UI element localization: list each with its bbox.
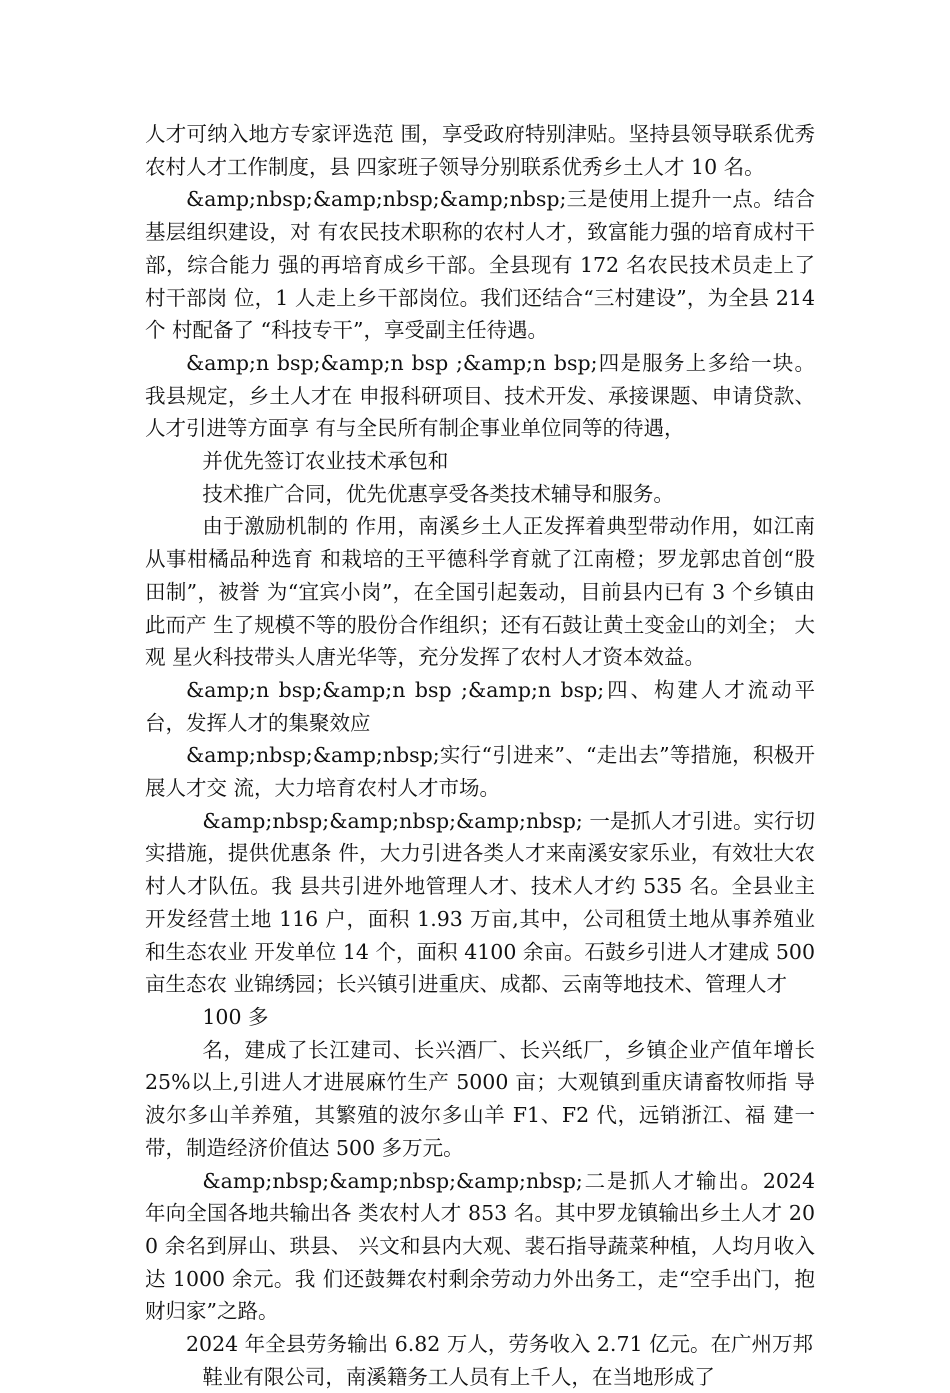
paragraph: 技术推广合同，优先优惠享受各类技术辅导和服务。 — [202, 481, 674, 506]
paragraph: 名，建成了长江建司、长兴酒厂、长兴纸厂，乡镇企业产值年增长 25%以上,引进人才进展麻竹生产 5000 亩；大观镇到重庆请畜牧师指 导波尔多山羊养殖，其繁殖的波尔多山羊 F1、F2 代，远销浙江、福 建一带，制造经济价值达 500 多万元。 — [145, 1037, 815, 1160]
document-body — [145, 118, 815, 1393]
paragraph: 并优先签订农业技术承包和 — [202, 449, 449, 474]
paragraph: &amp;nbsp;&amp;nbsp;&amp;nbsp;二是抓人才输出。2024 年向全国各地共输出各 类农村人才 853 名。其中罗龙镇输出乡土人才 200 余名到屏山、珙县、 兴文和县内大观、裴石指导蔬菜种植，人均月收入达 1000 余元。我 们还鼓舞农村剩余劳动力外出务工，走“空手出门，抱财归家”之路。 — [145, 1168, 815, 1324]
paragraph: 人才可纳入地方专家评选范 围，享受政府特别津贴。坚持县领导联系优秀农村人才工作制度，县 四家班子领导分别联系优秀乡土人才 10 名。 — [145, 122, 815, 179]
paragraph: &amp;nbsp;&amp;nbsp;&amp;nbsp; 一是抓人才引进。实行切实措施，提供优惠条 件，大力引进各类人才来南溪安家乐业，有效壮大农村人才队伍。我 县共引进外地管理人才、技术人才约 535 名。全县业主开发经营土地 116 户，面积 1.93 万亩,其中，公司租赁土地从事养殖业和生态农业 开发单位 14 个，面积 4100 余亩。石鼓乡引进人才建成 500 亩生态农 业锦绣园；长兴镇引进重庆、成都、云南等地技术、管理人才 — [145, 808, 815, 997]
paragraph: 鞋业有限公司，南溪籍务工人员有上千人，在当地形成了 — [202, 1364, 715, 1389]
paragraph: &amp;nbsp;&amp;nbsp;实行“引进来”、“走出去”等措施，积极开展人才交 流，大力培育农村人才市场。 — [145, 743, 815, 801]
paragraph: &amp;n bsp;&amp;n bsp ;&amp;n bsp;四、构建人才流动平台，发挥人才的集聚效应 — [145, 677, 815, 735]
paragraph: 100 多 — [202, 1004, 269, 1029]
paragraph: 2024 年全县劳务输出 6.82 万人，劳务收入 2.71 亿元。在广州万邦 — [186, 1332, 814, 1357]
paragraph: &amp;n bsp;&amp;n bsp ;&amp;n bsp;四是服务上多给一块。我县规定，乡土人才在 申报科研项目、技术开发、承接课题、申请贷款、人才引进等方面享 有与全民所有制企事业单位同等的待遇， — [145, 350, 815, 441]
paragraph: 由于激励机制的 作用，南溪乡土人正发挥着典型带动作用，如江南从事柑橘品种选育 和栽培的王平德科学育就了江南橙；罗龙郭忠首创“股田制”，被誉 为“宜宾小岗”，在全国引起轰动，目前县内已有 3 个乡镇由此而产 生了规模不等的股份合作组织；还有石鼓让黄土变金山的刘全； 大观 星火科技带头人唐光华等，充分发挥了农村人才资本效益。 — [145, 514, 815, 670]
paragraph: &amp;nbsp;&amp;nbsp;&amp;nbsp;三是使用上提升一点。结合基层组织建设，对 有农民技术职称的农村人才，致富能力强的培育成村干部，综合能力 强的再培育成乡干部。全县现有 172 名农民技术员走上了村干部岗 位，1 人走上乡干部岗位。我们还结合“三村建设”，为全县 214 个 村配备了 “科技专干”，享受副主任待遇。 — [145, 187, 815, 343]
